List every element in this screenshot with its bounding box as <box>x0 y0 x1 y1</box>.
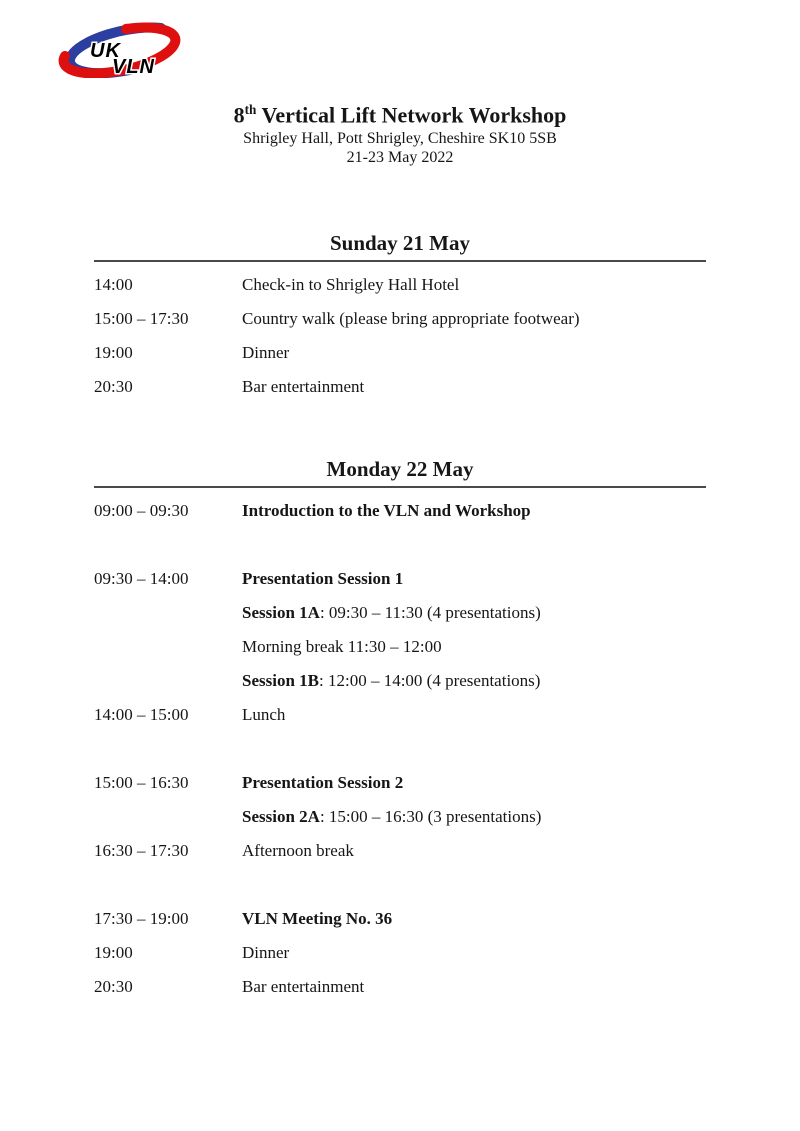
schedule-row <box>94 942 706 976</box>
monday-schedule <box>94 500 706 1010</box>
event-time: 20:30 <box>94 977 133 997</box>
event-time: 14:00 – 15:00 <box>94 705 189 725</box>
event-desc-normal: Afternoon break <box>242 841 354 861</box>
event-desc <box>242 942 706 976</box>
document-content <box>94 0 706 1010</box>
schedule-row <box>94 636 706 670</box>
event-desc <box>242 308 706 342</box>
event-desc <box>242 342 706 376</box>
venue-line: Shrigley Hall, Pott Shrigley, Cheshire SK10 5SB <box>243 130 557 148</box>
event-desc <box>242 376 706 410</box>
schedule-row <box>94 274 706 308</box>
event-desc <box>242 500 706 534</box>
row-gap <box>94 738 706 772</box>
logo-text-uk: UK <box>90 40 121 62</box>
event-desc <box>242 704 706 738</box>
schedule-row <box>94 772 706 806</box>
event-time: 20:30 <box>94 377 133 397</box>
schedule-row <box>94 500 706 534</box>
event-desc-normal: Dinner <box>242 343 290 363</box>
title-ordinal-sup: th <box>244 102 257 117</box>
event-desc <box>242 274 706 308</box>
section-sunday <box>94 231 706 410</box>
schedule-row <box>94 840 706 874</box>
event-time: 15:00 – 16:30 <box>94 773 189 793</box>
day-heading-sunday: Sunday 21 May <box>94 231 706 262</box>
schedule-row <box>94 342 706 376</box>
event-desc-normal: : 12:00 – 14:00 (4 presentations) <box>319 671 541 691</box>
event-desc <box>242 806 706 840</box>
event-desc <box>242 602 706 636</box>
event-desc <box>242 568 706 602</box>
schedule-row <box>94 908 706 942</box>
schedule-row <box>94 670 706 704</box>
event-desc-normal: Check-in to Shrigley Hall Hotel <box>242 275 460 295</box>
schedule-row <box>94 376 706 410</box>
schedule-row <box>94 806 706 840</box>
schedule-row <box>94 704 706 738</box>
event-time: 09:30 – 14:00 <box>94 569 189 589</box>
event-time: 14:00 <box>94 275 133 295</box>
event-time: 09:00 – 09:30 <box>94 501 189 521</box>
schedule-row <box>94 602 706 636</box>
event-desc-normal: Bar entertainment <box>242 377 365 397</box>
event-desc-bold: Session 2A <box>242 807 320 827</box>
title-text: Vertical Lift Network Workshop <box>256 102 567 128</box>
event-desc-normal: : 15:00 – 16:30 (3 presentations) <box>319 807 542 827</box>
sunday-schedule <box>94 274 706 410</box>
event-time: 17:30 – 19:00 <box>94 909 189 929</box>
schedule-row <box>94 976 706 1010</box>
logo-text-vln: VLN <box>112 56 155 78</box>
event-desc-normal: Country walk (please bring appropriate footwear) <box>242 309 580 329</box>
event-time <box>94 670 242 704</box>
ukvln-logo <box>38 14 190 78</box>
event-time <box>94 636 242 670</box>
event-desc <box>242 840 706 874</box>
row-gap <box>94 874 706 908</box>
event-desc <box>242 976 706 1010</box>
event-time: 19:00 <box>94 943 133 963</box>
event-desc-bold: VLN Meeting No. 36 <box>242 909 393 929</box>
event-desc-bold: Presentation Session 1 <box>242 569 404 589</box>
event-desc <box>242 908 706 942</box>
event-time <box>94 602 242 636</box>
event-desc-normal: Dinner <box>242 943 290 963</box>
day-heading-monday: Monday 22 May <box>94 457 706 488</box>
section-monday <box>94 457 706 1010</box>
event-desc-bold: Presentation Session 2 <box>242 773 404 793</box>
row-gap <box>94 534 706 568</box>
schedule-row <box>94 308 706 342</box>
title-number: 8 <box>233 102 245 128</box>
event-desc-normal: : 09:30 – 11:30 (4 presentations) <box>319 603 541 623</box>
event-desc-normal: Bar entertainment <box>242 977 365 997</box>
event-desc-normal: Lunch <box>242 705 286 725</box>
ukvln-logo-graphic <box>38 14 190 78</box>
event-time: 19:00 <box>94 343 133 363</box>
event-time: 16:30 – 17:30 <box>94 841 189 861</box>
event-desc-normal: Morning break 11:30 – 12:00 <box>242 637 442 657</box>
event-desc-bold: Session 1A <box>242 603 320 623</box>
event-desc <box>242 772 706 806</box>
event-time <box>94 806 242 840</box>
dates-line: 21-23 May 2022 <box>346 149 454 167</box>
event-desc-bold: Introduction to the VLN and Workshop <box>242 501 531 521</box>
event-desc <box>242 670 706 704</box>
workshop-title <box>94 96 706 129</box>
event-desc <box>242 636 706 670</box>
event-desc-bold: Session 1B <box>242 671 319 691</box>
schedule-row <box>94 568 706 602</box>
event-time: 15:00 – 17:30 <box>94 309 189 329</box>
